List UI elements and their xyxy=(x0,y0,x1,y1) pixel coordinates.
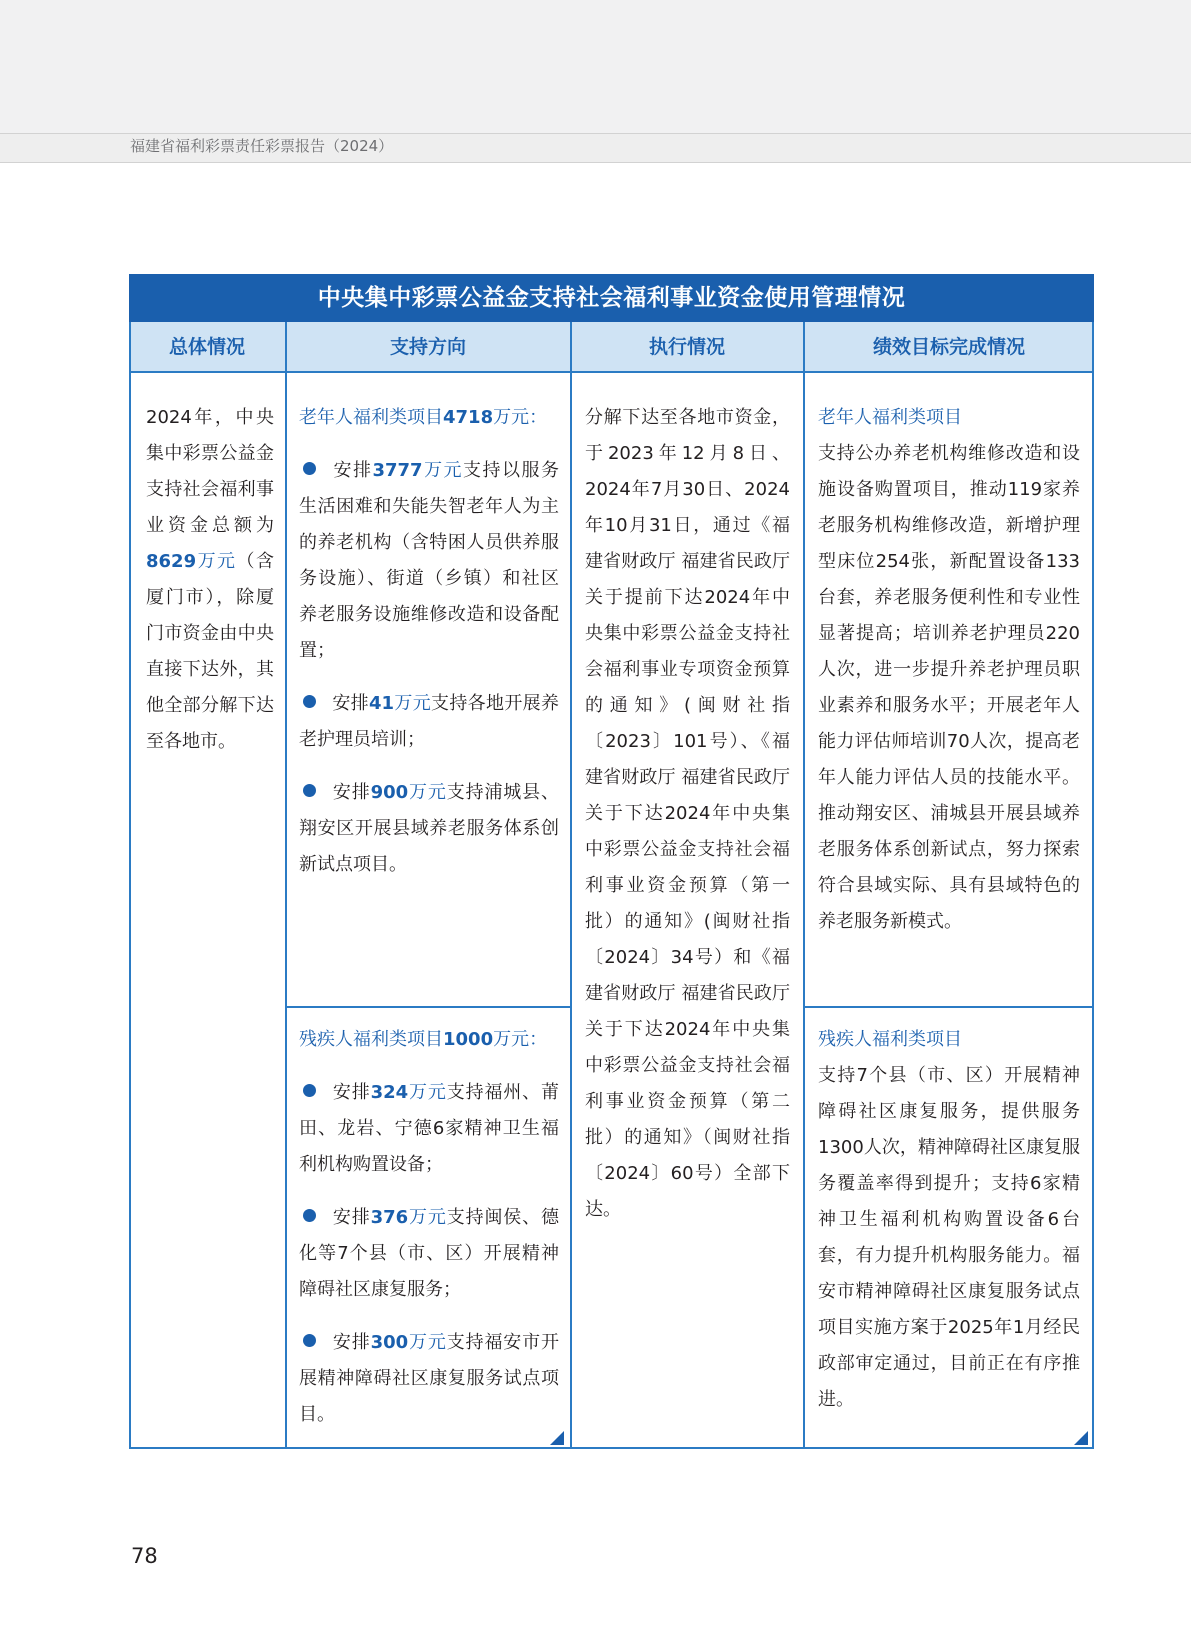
bullet-icon xyxy=(303,462,316,475)
column-header-execution: 执行情况 xyxy=(648,336,725,358)
list-item: 安排41万元支持各地开展养老护理员培训； xyxy=(299,693,559,750)
bullet-icon xyxy=(303,784,316,797)
column-header-direction: 支持方向 xyxy=(389,336,466,358)
performance-disabled-text: 支持7个县（市、区）开展精神障碍社区康复服务，提供服务1300人次，精神障碍社区康复服务覆盖率得到提升；支持6家精神卫生福利机构购置设备6台套，有力提升机构服务能力。福安市精神障碍社区康复服务试点项目实施方案于2025年1月经民政部审定通过，目前正在有序推进。 xyxy=(818,1065,1080,1410)
page-number: 78 xyxy=(131,1544,158,1568)
performance-elderly-text: 支持公办养老机构维修改造和设施设备购置项目，推动119家养老服务机构维修改造，新增护理型床位254张，新配置设备133台套，养老服务便利性和专业性显著提高；培训养老护理员220人次，进一步提升养老护理员职业素养和服务水平；开展老年人能力评估师培训70人次，提高老年人能力评估人员的技能水平。推动翔安区、浦城县开展县域养老服务体系创新试点，努力探索符合县域实际、具有县域特色的养老服务新模式。 xyxy=(818,443,1080,932)
direction-disabled-cell xyxy=(299,1022,559,1433)
column-divider xyxy=(803,322,805,1449)
overall-text-after: （含厦门市），除厦门市资金由中央直接下达外，其他全部分解下达至各地市。 xyxy=(146,551,275,752)
funds-table xyxy=(129,274,1094,1449)
header-divider xyxy=(129,371,1094,373)
performance-disabled-heading: 残疾人福利类项目 xyxy=(818,1029,962,1050)
list-item: 安排300万元支持福安市开展精神障碍社区康复服务试点项目。 xyxy=(299,1332,560,1425)
bullet-icon xyxy=(303,695,316,708)
bullet-icon xyxy=(303,1084,316,1097)
direction-disabled-heading: 残疾人福利类项目1000万元： xyxy=(299,1029,548,1050)
table-title: 中央集中彩票公益金支持社会福利事业资金使用管理情况 xyxy=(129,274,1094,322)
overall-text-before: 2024年，中央集中彩票公益金支持社会福利事业资金总额为 xyxy=(146,407,274,536)
direction-elderly-cell xyxy=(299,400,559,883)
list-item: 安排3777万元支持以服务生活困难和失能失智老年人为主的养老机构（含特困人员供养服务设施）、街道（乡镇）和社区养老服务设施维修改造和设备配置； xyxy=(299,460,560,661)
top-band xyxy=(0,0,1191,133)
performance-elderly-cell xyxy=(818,400,1080,940)
execution-cell: 分解下达至各地市资金，于2023年12月8日、2024年7月30日、2024年10月31日，通过《福建省财政厅 福建省民政厅关于提前下达2024年中央集中彩票公益金支持社会福利事业专项资金预算的通知》(闽财社指〔2023〕101号）、《福建省财政厅 福建省民政厅关于下达2024年中央集中彩票公益金支持社会福利事业资金预算（第一批）的通知》(闽财社指〔2024〕34号）和《福建省财政厅 福建省民政厅关于下达2024年中央集中彩票公益金支持社会福利事业资金预算（第二批）的通知》（闽财社指〔2024〕60号）全部下达。 xyxy=(585,407,790,1220)
performance-elderly-heading: 老年人福利类项目 xyxy=(818,407,962,428)
row-divider xyxy=(803,1006,1094,1008)
direction-elderly-heading: 老年人福利类项目4718万元： xyxy=(299,407,548,428)
list-item: 安排376万元支持闽侯、德化等7个县（市、区）开展精神障碍社区康复服务； xyxy=(299,1207,560,1300)
bullet-icon xyxy=(303,1334,316,1347)
overall-amount: 8629 xyxy=(146,551,197,572)
column-header-performance: 绩效目标完成情况 xyxy=(872,336,1025,358)
list-item: 安排324万元支持福州、莆田、龙岩、宁德6家精神卫生福利机构购置设备； xyxy=(299,1082,560,1175)
overall-unit: 万元 xyxy=(196,551,237,572)
running-header-text: 福建省福利彩票责任彩票报告（2024） xyxy=(130,137,394,155)
corner-triangle-icon xyxy=(1074,1431,1088,1445)
row-divider xyxy=(285,1006,572,1008)
column-divider xyxy=(285,322,287,1449)
performance-disabled-cell xyxy=(818,1022,1080,1418)
column-header-overall: 总体情况 xyxy=(168,336,245,358)
corner-triangle-icon xyxy=(550,1431,564,1445)
bullet-icon xyxy=(303,1209,316,1222)
column-divider xyxy=(570,322,572,1449)
overall-cell xyxy=(146,400,274,760)
list-item: 安排900万元支持浦城县、翔安区开展县域养老服务体系创新试点项目。 xyxy=(299,782,560,875)
